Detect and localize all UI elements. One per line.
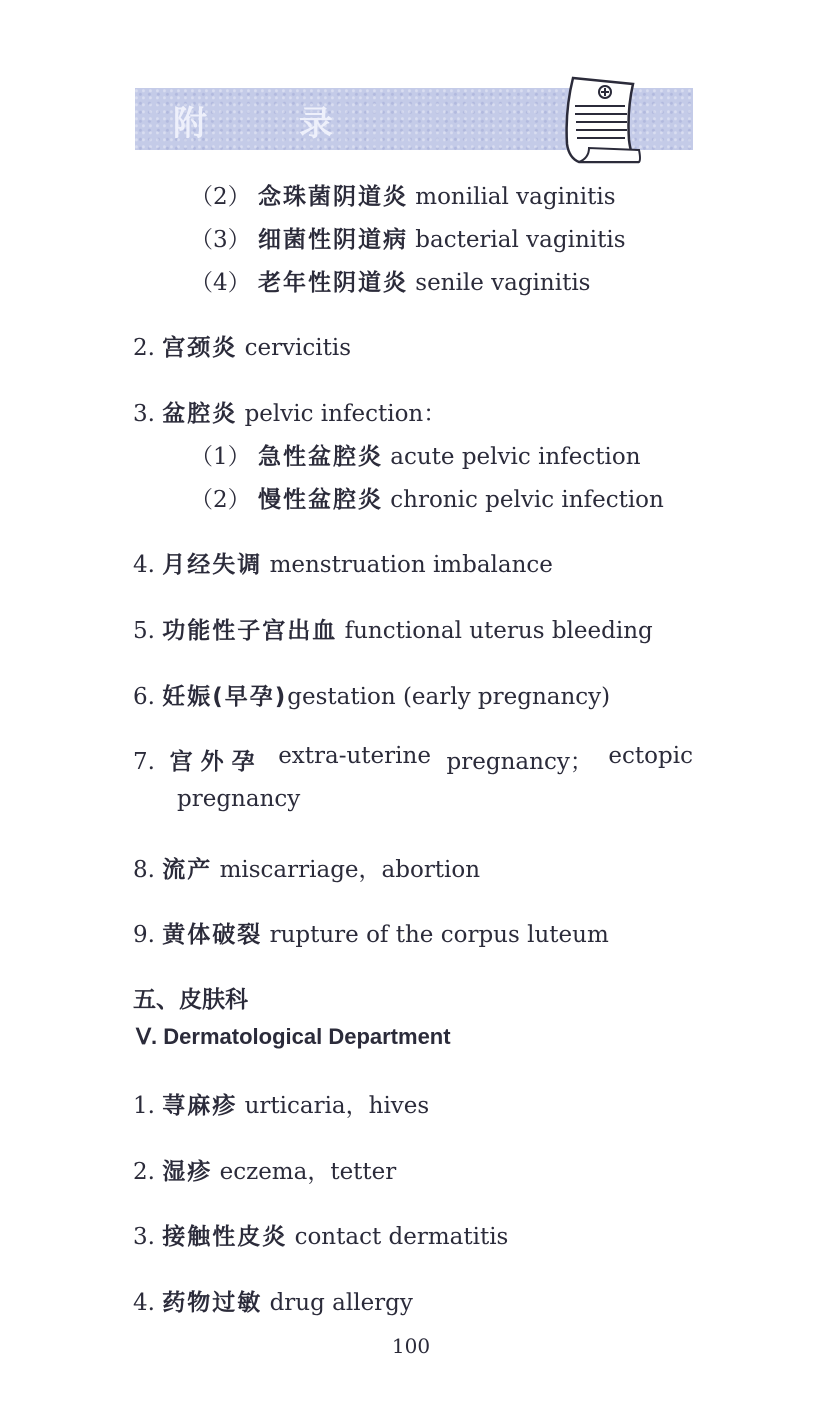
section-heading-zh: 五、皮肤科 <box>133 987 248 1013</box>
list-item: 1. 荨麻疹 urticaria，hives <box>133 1093 430 1119</box>
page-number: 100 <box>391 1334 431 1358</box>
list-item: 9. 黄体破裂 rupture of the corpus luteum <box>133 922 609 948</box>
list-item: 7. 宫外孕 extra-uterine pregnancy； ectopic <box>133 743 693 775</box>
list-item: 4. 月经失调 menstruation imbalance <box>133 552 553 578</box>
appendix-title: 附 录 <box>173 104 373 144</box>
section-heading-en: Ⅴ. Dermatological Department <box>136 1024 451 1049</box>
list-item: （1） 急性盆腔炎 acute pelvic infection <box>190 444 641 470</box>
list-item: 6. 妊娠(早孕)gestation (early pregnancy) <box>133 684 611 710</box>
list-item: 8. 流产 miscarriage，abortion <box>133 857 481 883</box>
list-item: 2. 湿疹 eczema，tetter <box>133 1159 397 1185</box>
list-item: （2） 慢性盆腔炎 chronic pelvic infection <box>190 487 664 513</box>
list-item: （2） 念珠菌阴道炎 monilial vaginitis <box>190 184 616 210</box>
list-item: （3） 细菌性阴道病 bacterial vaginitis <box>190 227 626 253</box>
list-item: 2. 宫颈炎 cervicitis <box>133 335 352 361</box>
list-item: 5. 功能性子宫出血 functional uterus bleeding <box>133 618 653 644</box>
list-item-continuation: pregnancy <box>177 786 301 812</box>
medical-record-icon <box>555 70 650 170</box>
list-item: 3. 盆腔炎 pelvic infection： <box>133 401 447 427</box>
list-item: 4. 药物过敏 drug allergy <box>133 1290 413 1316</box>
list-item: 3. 接触性皮炎 contact dermatitis <box>133 1224 509 1250</box>
list-item: （4） 老年性阴道炎 senile vaginitis <box>190 270 591 296</box>
